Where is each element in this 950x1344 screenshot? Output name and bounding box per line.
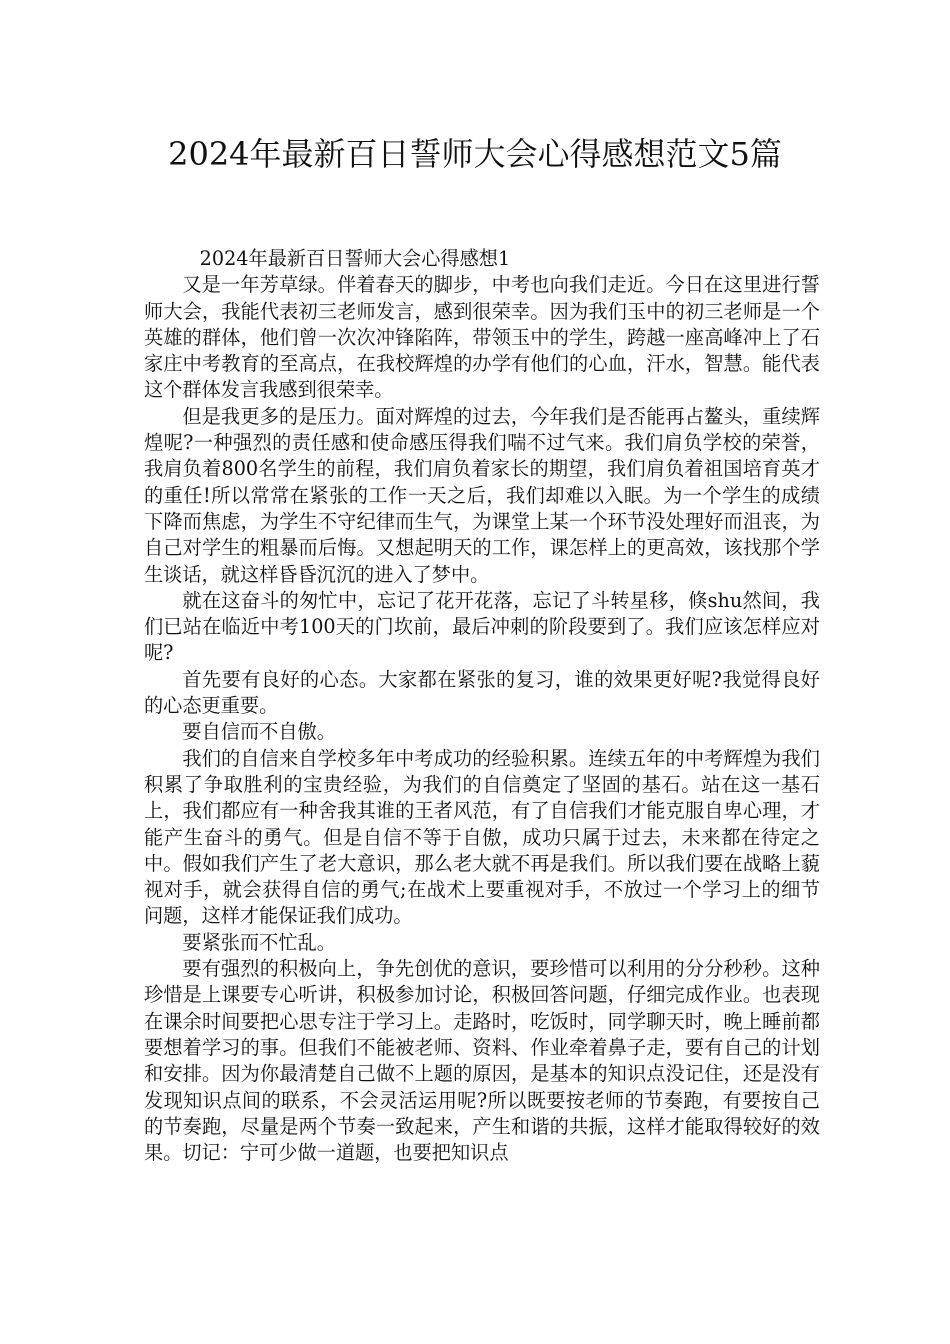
- paragraph: 要自信而不自傲。: [182, 720, 336, 744]
- paragraph: 就在这奋斗的匆忙中，忘记了花开花落，忘记了斗转星移，倏shu然间，我们已站在临近中考100天的门坎前，最后冲刺的阶段要到了。我们应该怎样应对呢?: [144, 588, 820, 665]
- paragraph: 又是一年芳草绿。伴着春天的脚步，中考也向我们走近。今日在这里进行誓师大会，我能代表初三老师发言，感到很荣幸。因为我们玉中的初三老师是一个英雄的群体，他们曾一次次冲锋陷阵，带领玉中的学生，跨越一座高峰冲上了石家庄中考教育的至高点，在我校辉煌的办学有他们的心血，汗水，智慧。能代表这个群体发言我感到很荣幸。: [144, 273, 820, 402]
- paragraph: 我们的自信来自学校多年中考成功的经验积累。连续五年的中考辉煌为我们积累了争取胜利的宝贵经验，为我们的自信奠定了坚固的基石。站在这一基石上，我们都应有一种舍我其谁的王者风范，有了自信我们才能克服自卑心理，才能产生奋斗的勇气。但是自信不等于自傲，成功只属于过去，未来都在待定之中。假如我们产生了老大意识，那么老大就不再是我们。所以我们要在战略上藐视对手，就会获得自信的勇气;在战术上要重视对手，不放过一个学习上的细节问题，这样才能保证我们成功。: [144, 746, 820, 928]
- paragraph: 首先要有良好的心态。大家都在紧张的复习，谁的效果更好呢?我觉得良好的心态更重要。: [144, 667, 820, 718]
- paragraph: 要有强烈的积极向上，争先创优的意识，要珍惜可以利用的分分秒秒。这种珍惜是上课要专心听讲，积极参加讨论，积极回答问题，仔细完成作业。也表现在课余时间要把心思专注于学习上。走路时，吃饭时，同学聊天时，晚上睡前都要想着学习的事。但我们不能被老师、资料、作业牵着鼻子走，要有自己的计划和安排。因为你最清楚自己做不上题的原因，是基本的知识点没记住，还是没有发现知识点间的联系，不会灵活运用呢?所以既要按老师的节奏跑，有要按自己的节奏跑，尽量是两个节奏一致起来，产生和谐的共振，这样才能取得较好的效果。切记：宁可少做一道题，也要把知识点: [144, 957, 820, 1165]
- document-body: [144, 246, 820, 1166]
- section-heading: 2024年最新百日誓师大会心得感想1: [199, 247, 511, 270]
- document-title: 2024年最新百日誓师大会心得感想范文5篇: [168, 135, 782, 173]
- paragraph: 要紧张而不忙乱。: [182, 930, 336, 954]
- paragraph: 但是我更多的是压力。面对辉煌的过去，今年我们是否能再占鳌头，重续辉煌呢?一种强烈的责任感和使命感压得我们喘不过气来。我们肩负学校的荣誉，我肩负着800名学生的前程，我们肩负着家长的期望，我们肩负着祖国培育英才的重任!所以常常在紧张的工作一天之后，我们却难以入眠。为一个学生的成绩下降而焦虑，为学生不守纪律而生气，为课堂上某一个环节没处理好而沮丧，为自己对学生的粗暴而后悔。又想起明天的工作，课怎样上的更高效，该找那个学生谈话，就这样昏昏沉沉的进入了梦中。: [144, 404, 820, 586]
